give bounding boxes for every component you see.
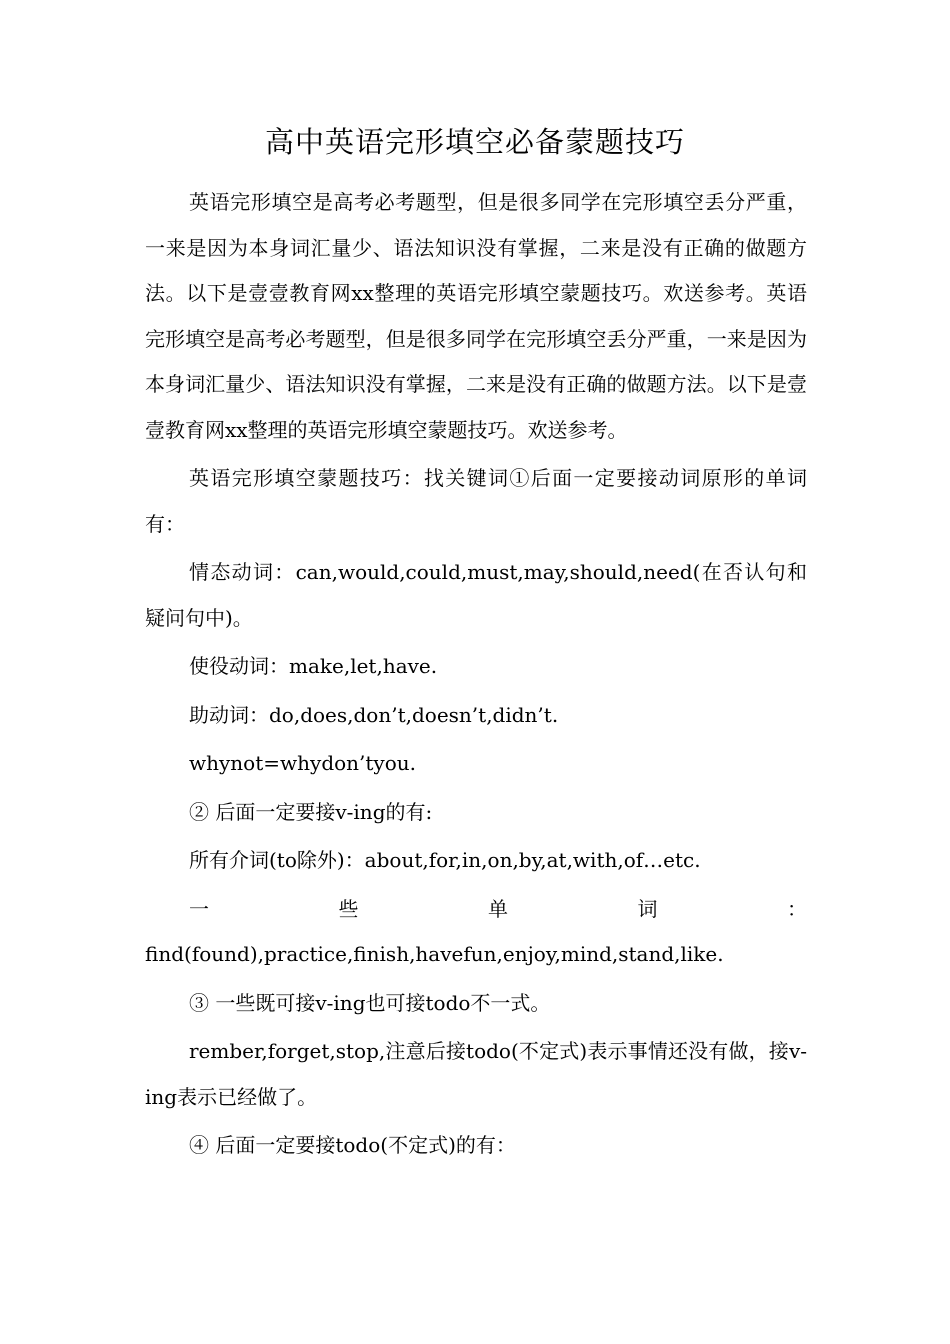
spread-char: 些 — [338, 896, 359, 921]
paragraph-both-forms: ③ 一些既可接v-ing也可接todo不一式。 — [189, 990, 551, 1015]
paragraph-some-words — [145, 887, 807, 933]
paragraph-infinitive-heading: ④ 后面一定要接todo(不定式)的有： — [189, 1133, 516, 1157]
spread-char: 单 — [488, 896, 508, 921]
spread-char: 词 — [637, 896, 658, 921]
paragraph-causative-verbs: 使役动词：make,let,have. — [189, 654, 438, 678]
spread-char: ： — [787, 896, 807, 921]
paragraph-modal-verbs: 情态动词：can,would,could,must,may,should,need(在否认句和疑问句中)。 — [145, 560, 807, 630]
paragraph-ving-heading: ② 后面一定要接v-ing的有: — [189, 799, 433, 824]
paragraph-intro: 英语完形填空是高考必考题型，但是很多同学在完形填空丢分严重，一来是因为本身词汇量少、语法知识没有掌握，二来是没有正确的做题方法。以下是壹壹教育网xx整理的英语完形填空蒙题技巧。欢送参考。英语完形填空是高考必考题型，但是很多同学在完形填空丢分严重，一来是因为本身词汇量少、语法知识没有掌握，二来是没有正确的做题方法。以下是壹壹教育网xx整理的英语完形填空蒙题技巧。欢送参考。 — [145, 190, 807, 442]
paragraph-whynot: whynot=whydon’tyou. — [189, 751, 417, 775]
document-body — [145, 180, 807, 1172]
paragraph-remember-forget-stop: rember,forget,stop,注意后接todo(不定式)表示事情还没有做，接v-ing表示已经做了。 — [145, 1039, 807, 1109]
document-title: 高中英语完形填空必备蒙题技巧 — [264, 125, 685, 159]
paragraph-tips: 英语完形填空蒙题技巧：找关键词①后面一定要接动词原形的单词有： — [145, 466, 807, 536]
paragraph-auxiliary-verbs: 助动词：do,does,don’t,doesn’t,didn’t. — [189, 702, 559, 727]
spread-char: 一 — [189, 896, 209, 921]
paragraph-prepositions: 所有介词(to除外)：about,for,in,on,by,at,with,of…etc. — [189, 848, 701, 872]
paragraph-some-words-list: find(found),practice,finish,havefun,enjoy,mind,stand,like. — [145, 942, 724, 966]
